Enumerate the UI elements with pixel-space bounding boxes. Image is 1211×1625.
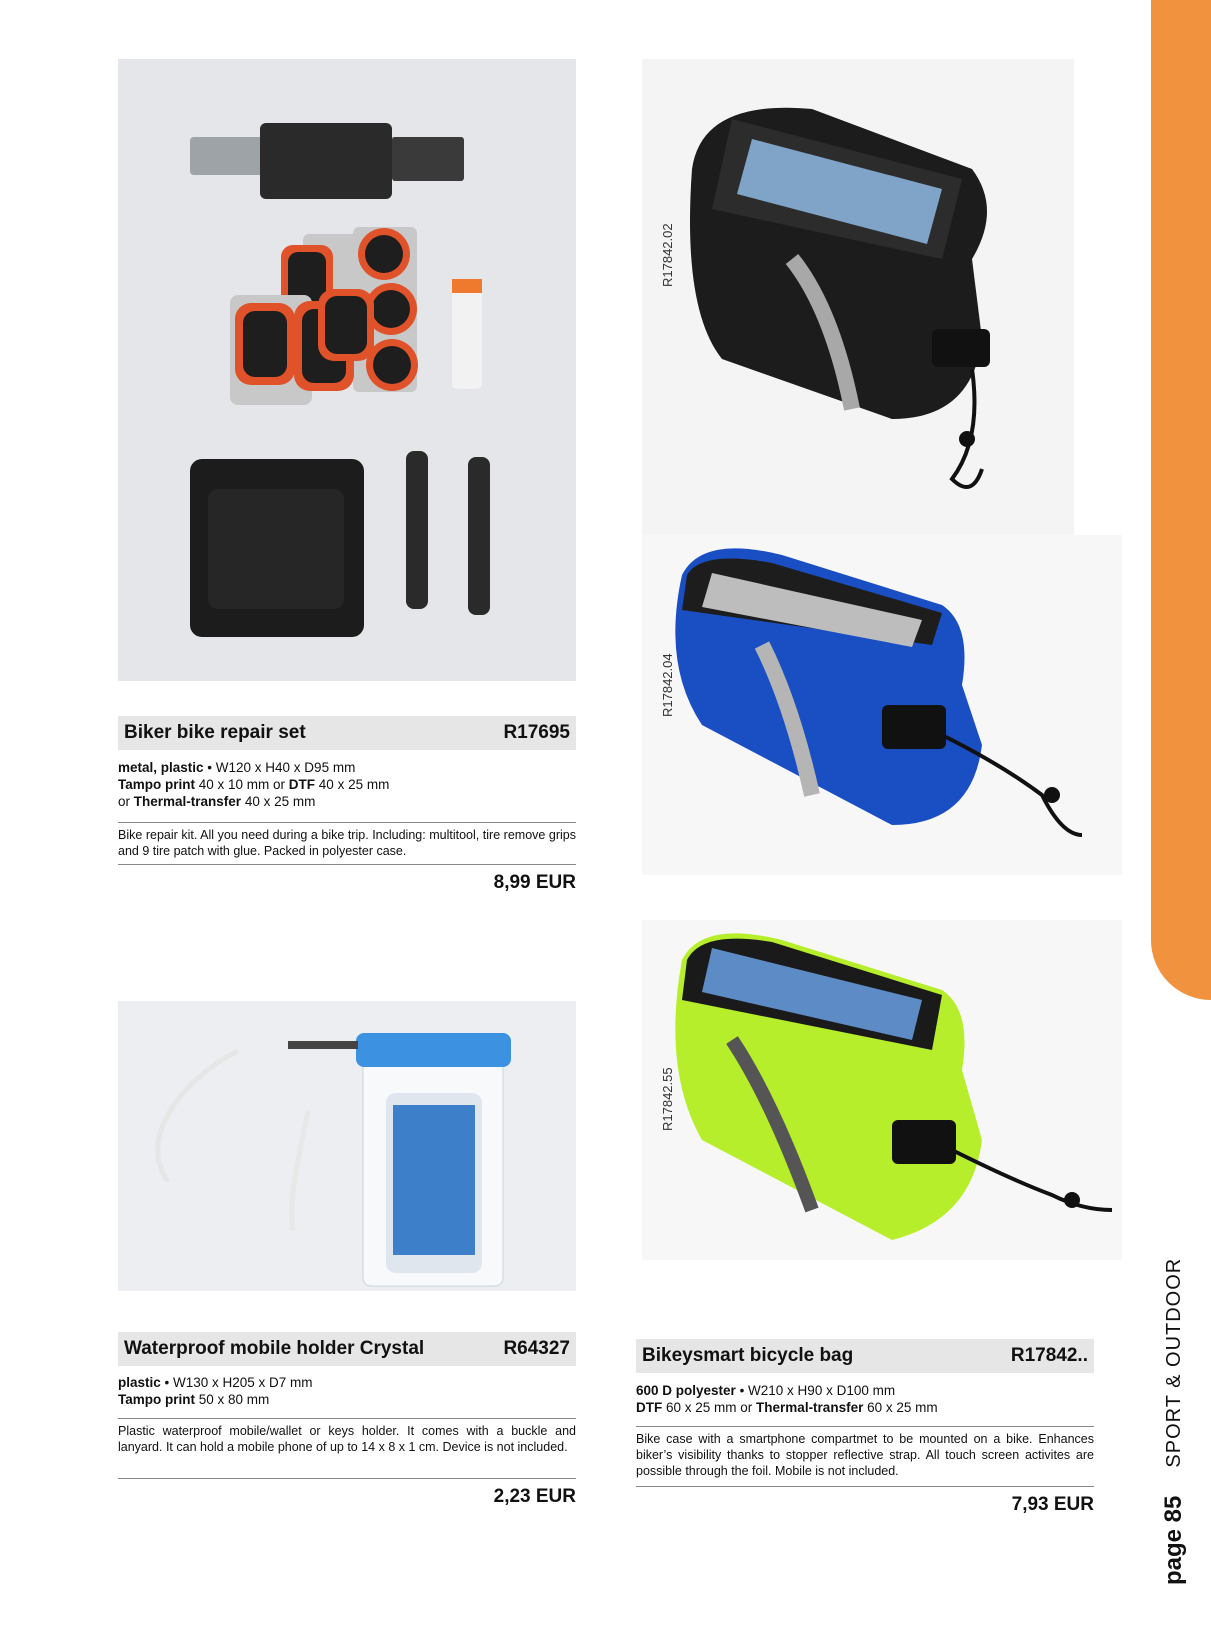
variant-label: R17842.04 bbox=[660, 653, 675, 717]
product-name: Biker bike repair set bbox=[124, 722, 306, 743]
product-photo-black-bag bbox=[642, 59, 1074, 539]
product-specs bbox=[118, 759, 576, 810]
spec-value: • W210 x H90 x D100 mm bbox=[735, 1383, 896, 1398]
spec-value: 40 x 25 mm bbox=[315, 777, 390, 792]
variant-label: R17842.02 bbox=[660, 223, 675, 287]
product-photo-blue-bag bbox=[642, 535, 1122, 875]
page-number: page 85 bbox=[1160, 1495, 1187, 1585]
product-description: Plastic waterproof mobile/wallet or keys holder. It comes with a buckle and lanyard. It can hold a mobile phone of up to 14 x 8 x 1 cm. Device is not included. bbox=[118, 1418, 576, 1479]
product-title-bar bbox=[636, 1339, 1094, 1373]
spec-term: Thermal-transfer bbox=[133, 794, 242, 809]
spec-value: 60 x 25 mm bbox=[863, 1400, 938, 1415]
spec-value: • W120 x H40 x D95 mm bbox=[203, 760, 356, 775]
spec-term: Tampo print bbox=[118, 1392, 195, 1407]
spec-line bbox=[118, 793, 576, 810]
product-code: R17695 bbox=[503, 722, 570, 743]
product-description: Bike repair kit. All you need during a bike trip. Including: multitool, tire remove grips and 9 tire patch with glue. Packed in polyester case. bbox=[118, 822, 576, 865]
spec-line bbox=[636, 1399, 1094, 1416]
product-title-bar bbox=[118, 716, 576, 750]
side-footer bbox=[1152, 1257, 1196, 1585]
product-title-bar bbox=[118, 1332, 576, 1366]
spec-term: Thermal-transfer bbox=[756, 1400, 864, 1415]
product-description: Bike case with a smartphone compartmet to be mounted on a bike. Enhances biker’s visibility thanks to stopper reflective strap. All touch screen activites are possible through the foil. Mobile is not included. bbox=[636, 1426, 1094, 1487]
spec-line bbox=[118, 1374, 576, 1391]
product-price: 7,93 EUR bbox=[1011, 1494, 1094, 1515]
product-photo-repair-set bbox=[118, 59, 576, 681]
product-photo-waterproof-holder bbox=[118, 1001, 576, 1291]
section-title: SPORT & OUTDOOR bbox=[1162, 1257, 1185, 1468]
spec-term: Tampo print bbox=[118, 777, 195, 792]
section-tab bbox=[1151, 0, 1211, 1000]
product-specs bbox=[118, 1374, 576, 1408]
spec-value: or bbox=[118, 794, 134, 809]
spec-value: 40 x 10 mm or bbox=[195, 777, 289, 792]
product-code: R17842.. bbox=[1010, 1345, 1088, 1366]
product-price: 8,99 EUR bbox=[493, 872, 576, 893]
product-photo-lime-bag bbox=[642, 920, 1122, 1260]
spec-line bbox=[118, 1391, 576, 1408]
product-name: Bikeysmart bicycle bag bbox=[642, 1345, 854, 1366]
spec-term: plastic bbox=[118, 1375, 161, 1390]
product-name: Waterproof mobile holder Crystal bbox=[124, 1338, 425, 1359]
product-code: R64327 bbox=[503, 1338, 570, 1359]
spec-term: DTF bbox=[636, 1400, 663, 1415]
spec-value: 50 x 80 mm bbox=[195, 1392, 270, 1407]
spec-term: 600 D polyester bbox=[636, 1383, 736, 1398]
spec-line bbox=[118, 776, 576, 793]
spec-value: 40 x 25 mm bbox=[241, 794, 316, 809]
spec-value: • W130 x H205 x D7 mm bbox=[160, 1375, 313, 1390]
spec-term: metal, plastic bbox=[118, 760, 204, 775]
spec-value: 60 x 25 mm or bbox=[662, 1400, 757, 1415]
product-specs bbox=[636, 1382, 1094, 1416]
variant-label: R17842.55 bbox=[660, 1067, 675, 1131]
spec-line bbox=[636, 1382, 1094, 1399]
product-price: 2,23 EUR bbox=[493, 1486, 576, 1507]
spec-line bbox=[118, 759, 576, 776]
spec-term: DTF bbox=[288, 777, 316, 792]
